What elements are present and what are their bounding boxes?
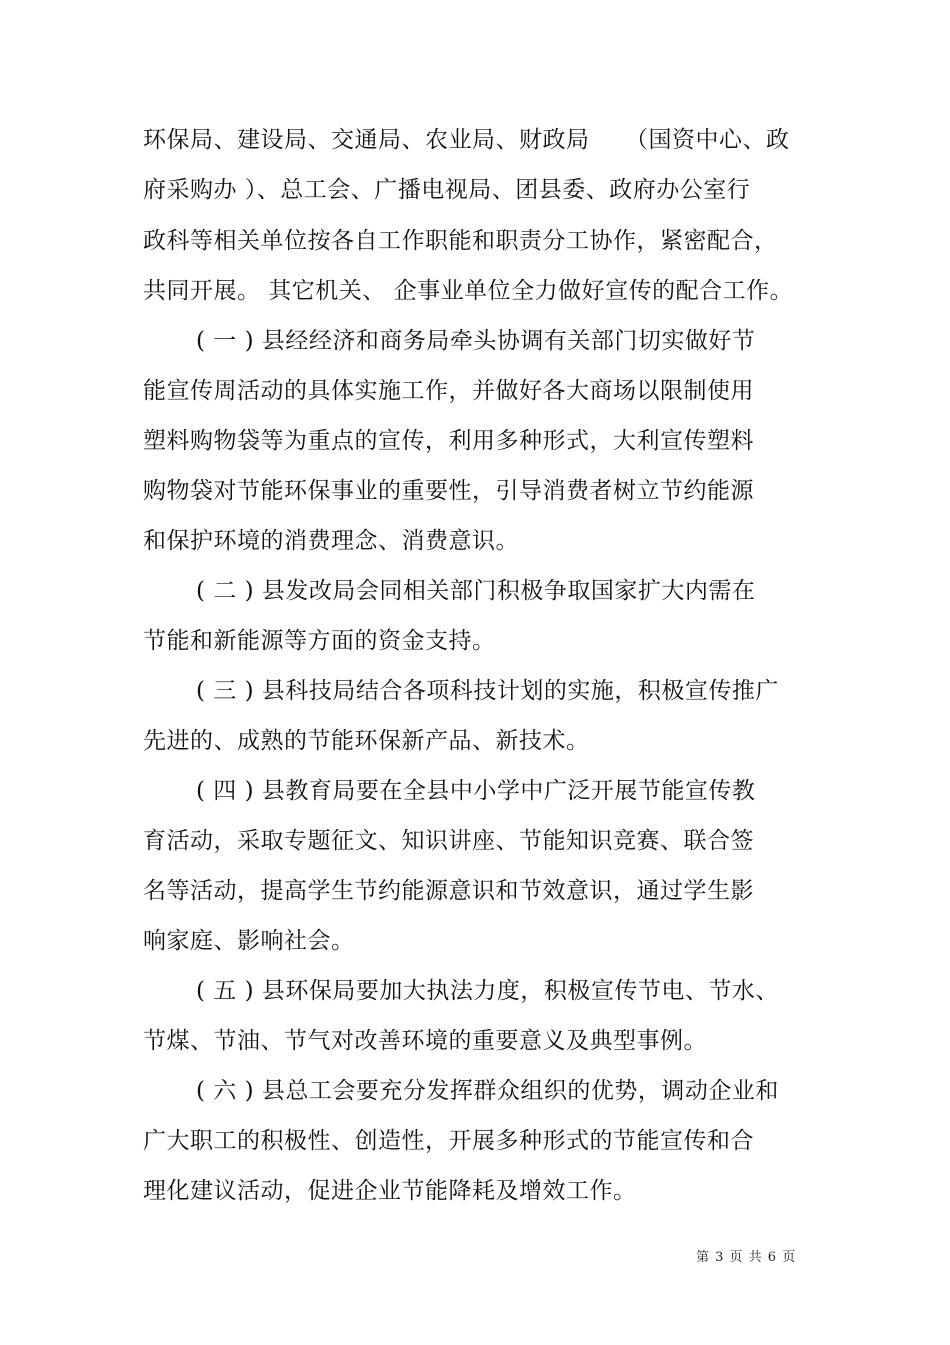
paragraph-line: 响家庭、影响社会。 bbox=[143, 928, 355, 954]
paragraph-line: 共同开展。 其它机关、 企事业单位全力做好宣传的配合工作。 bbox=[143, 278, 794, 304]
paragraph-line: 能宣传周活动的具体实施工作，并做好各大商场以限制使用 bbox=[143, 378, 754, 404]
paragraph-line: ( 五 ) 县环保局要加大执法力度，积极宣传节电、节水、 bbox=[196, 978, 779, 1004]
page-number-footer: 第 3 页 共 6 页 bbox=[696, 1250, 797, 1265]
paragraph-line: 政科等相关单位按各自工作职能和职责分工协作，紧密配合， bbox=[143, 228, 778, 254]
paragraph-line: ( 一 ) 县经经济和商务局牵头协调有关部门切实做好节 bbox=[196, 328, 756, 354]
paragraph-line: 名等活动，提高学生节约能源意识和节效意识，通过学生影 bbox=[143, 878, 754, 904]
paragraph-line: 塑料购物袋等为重点的宣传，利用多种形式，大利宣传塑料 bbox=[143, 428, 754, 454]
paragraph-line: ( 二 ) 县发改局会同相关部门积极争取国家扩大内需在 bbox=[196, 578, 756, 604]
paragraph-line: 节煤、节油、节气对改善环境的重要意义及典型事例。 bbox=[143, 1028, 707, 1054]
paragraph-line: 和保护环境的消费理念、消费意识。 bbox=[143, 528, 519, 554]
paragraph-line: ( 四 ) 县教育局要在全县中小学中广泛开展节能宣传教 bbox=[196, 778, 756, 804]
paragraph-line: 先进的、成熟的节能环保新产品、新技术。 bbox=[143, 728, 590, 754]
paragraph-line: ( 三 ) 县科技局结合各项科技计划的实施，积极宣传推广 bbox=[196, 678, 779, 704]
paragraph-line: 府采购办 ）、总工会、广播电视局、团县委、政府办公室行 bbox=[143, 177, 751, 203]
paragraph-line: 购物袋对节能环保事业的重要性，引导消费者树立节约能源 bbox=[143, 478, 754, 504]
paragraph-line: 广大职工的积极性、创造性，开展多种形式的节能宣传和合 bbox=[143, 1128, 754, 1154]
paragraph-line: 节能和新能源等方面的资金支持。 bbox=[143, 628, 496, 654]
paragraph-line: ( 六 ) 县总工会要充分发挥群众组织的优势，调动企业和 bbox=[196, 1078, 779, 1104]
paragraph-line: 环保局、建设局、交通局、农业局、财政局 （国资中心、政 bbox=[143, 127, 790, 153]
paragraph-line: 理化建议活动，促进企业节能降耗及增效工作。 bbox=[143, 1178, 637, 1204]
paragraph-line: 育活动，采取专题征文、知识讲座、节能知识竞赛、联合签 bbox=[143, 828, 754, 854]
